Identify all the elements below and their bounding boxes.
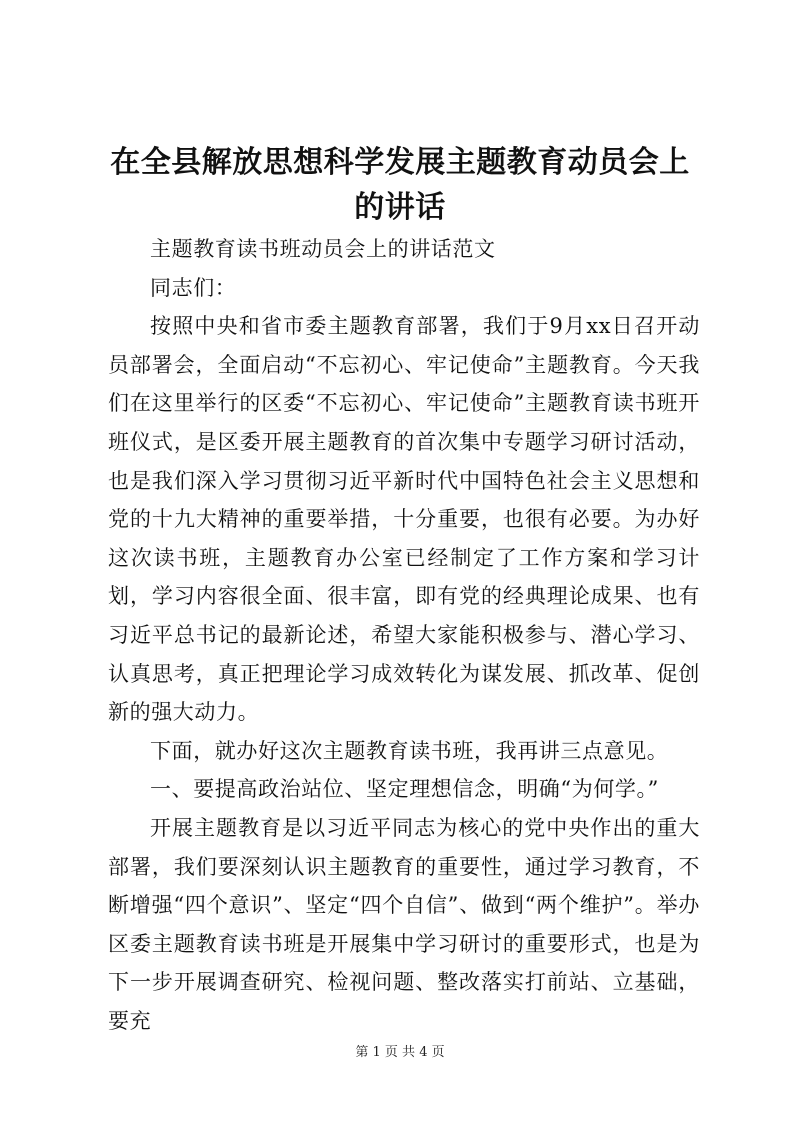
document-title: 在全县解放思想科学发展主题教育动员会上的讲话 [110, 145, 690, 225]
body-paragraph: 按照中央和省市委主题教育部署，我们于9月xx日召开动员部署会，全面启动“不忘初心、牢记使命”主题教育。今天我们在这里举行的区委“不忘初心、牢记使命”主题教育读书班开班仪式，是区委开展主题教育的首次集中专题学习研讨活动，也是我们深入学习贯彻习近平新时代中国特色社会主义思想和党的十九大精神的重要举措，十分重要，也很有必要。为办好这次读书班，主题教育办公室已经制定了工作方案和学习计划，学习内容很全面、很丰富，即有党的经典理论成果、也有习近平总书记的最新论述，希望大家能积极参与、潜心学习、认真思考，真正把理论学习成效转化为谋发展、抓改革、促创新的强大动力。 [108, 314, 700, 725]
section-heading: 一、要提高政治站位、坚定理想信念，明确“为何学。” [150, 777, 659, 802]
page-number-footer: 第 1 页 共 4 页 [355, 1045, 445, 1060]
body-paragraph: 下面，就办好这次主题教育读书班，我再讲三点意见。 [150, 738, 669, 763]
body-paragraph: 开展主题教育是以习近平同志为核心的党中央作出的重大部署，我们要深刻认识主题教育的重要性，通过学习教育，不断增强“四个意识”、坚定“四个自信”、做到“两个维护”。举办区委主题教育读书班是开展集中学习研讨的重要形式，也是为下一步开展调查研究、检视问题、整改落实打前站、立基础，要充 [108, 815, 700, 1033]
document-body [108, 230, 700, 1040]
salutation-paragraph: 同志们： [150, 275, 237, 300]
subtitle-paragraph: 主题教育读书班动员会上的讲话范文 [150, 237, 496, 261]
